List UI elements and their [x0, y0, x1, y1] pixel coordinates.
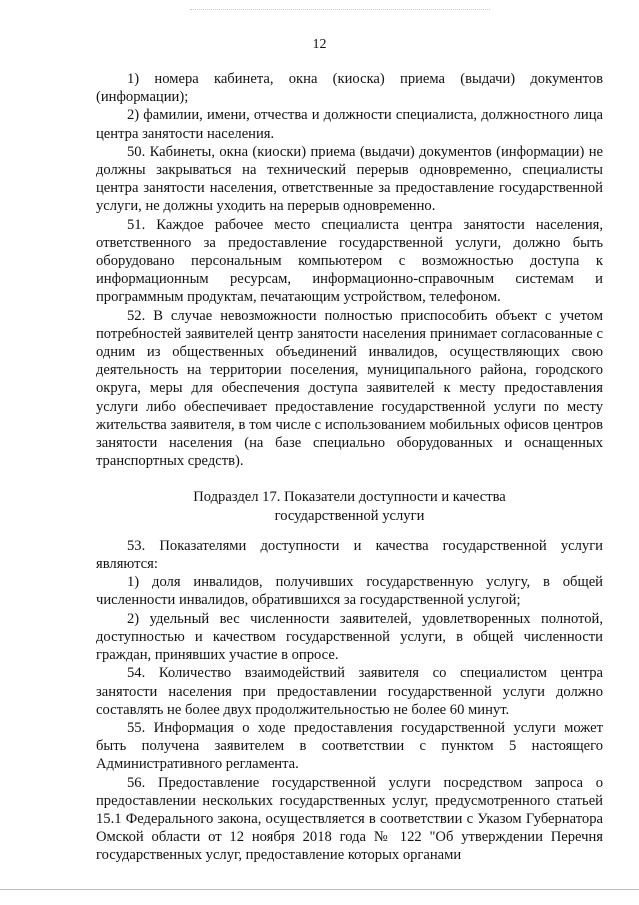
paragraph-55: 55. Информация о ходе предоставления государственной услуги может быть получена заявителем в соответствии с пунктом 5 настоящего Административного регламента.	[96, 719, 603, 773]
paragraph-50: 50. Кабинеты, окна (киоски) приема (выдачи) документов (информации) не должны закрываться на технический перерыв одновременно, специалисты центра занятости населения, ответственные за предоставление государственной услуги, не должны уходить на перерыв одновременно.	[96, 143, 603, 215]
document-body	[96, 70, 603, 865]
scan-bottom-edge	[0, 889, 639, 890]
subsection-heading-line-2: государственной услуги	[274, 507, 425, 524]
paragraph-item-2: 2) фамилии, имени, отчества и должности специалиста, должностного лица центра занятости населения.	[96, 107, 603, 142]
paragraph-56: 56. Предоставление государственной услуги посредством запроса о предоставлении нескольких государственных услуг, предусмотренного статьей 15.1 Федерального закона, осуществляется в соответствии с Указом Губернатора Омской области от 12 ноября 2018 года № 122 "Об утверждении Перечня государственных услуг, предоставление которых органами	[96, 774, 603, 864]
paragraph-52: 52. В случае невозможности полностью приспособить объект с учетом потребностей заявителей центр занятости населения принимает согласованные с одним из общественных объединений инвалидов, осуществляющих свою деятельность на территории поселения, муниципального района, городского округа, меры для обеспечения доступа заявителей к месту предоставления услуги либо обеспечивает предоставление государственной услуги по месту жительства заявителя, в том числе с использованием мобильных офисов центров занятости населения (на базе специально оборудованных и оснащенных транспортных средств).	[96, 307, 603, 470]
paragraph-item-1: 1) номера кабинета, окна (киоска) приема (выдачи) документов (информации);	[96, 71, 603, 106]
paragraph-54: 54. Количество взаимодействий заявителя со специалистом центра занятости населения при предоставлении государственной услуги должно составлять не более двух продолжительностью не более 60 минут.	[96, 665, 603, 718]
page-number: 12	[312, 37, 327, 52]
scan-top-edge	[190, 9, 490, 11]
subsection-heading	[96, 488, 603, 524]
subsection-heading-line-1: Подраздел 17. Показатели доступности и качества	[193, 489, 506, 506]
paragraph-53: 53. Показателями доступности и качества государственной услуги являются:	[96, 537, 603, 573]
paragraph-51: 51. Каждое рабочее место специалиста центра занятости населения, ответственного за предоставление государственной услуги, должно быть оборудовано персональным компьютером с возможностью доступа к информационным ресурсам, информационно-справочным системам и программным продуктам, печатающим устройством, телефоном.	[96, 216, 603, 306]
paragraph-53-item-1: 1) доля инвалидов, получивших государственную услугу, в общей численности инвалидов, обратившихся за государственной услугой;	[96, 574, 603, 609]
paragraph-53-item-2: 2) удельный вес численности заявителей, удовлетворенных полнотой, доступностью и качеством государственной услуги, в общей численности граждан, принявших участие в опросе.	[96, 610, 603, 664]
